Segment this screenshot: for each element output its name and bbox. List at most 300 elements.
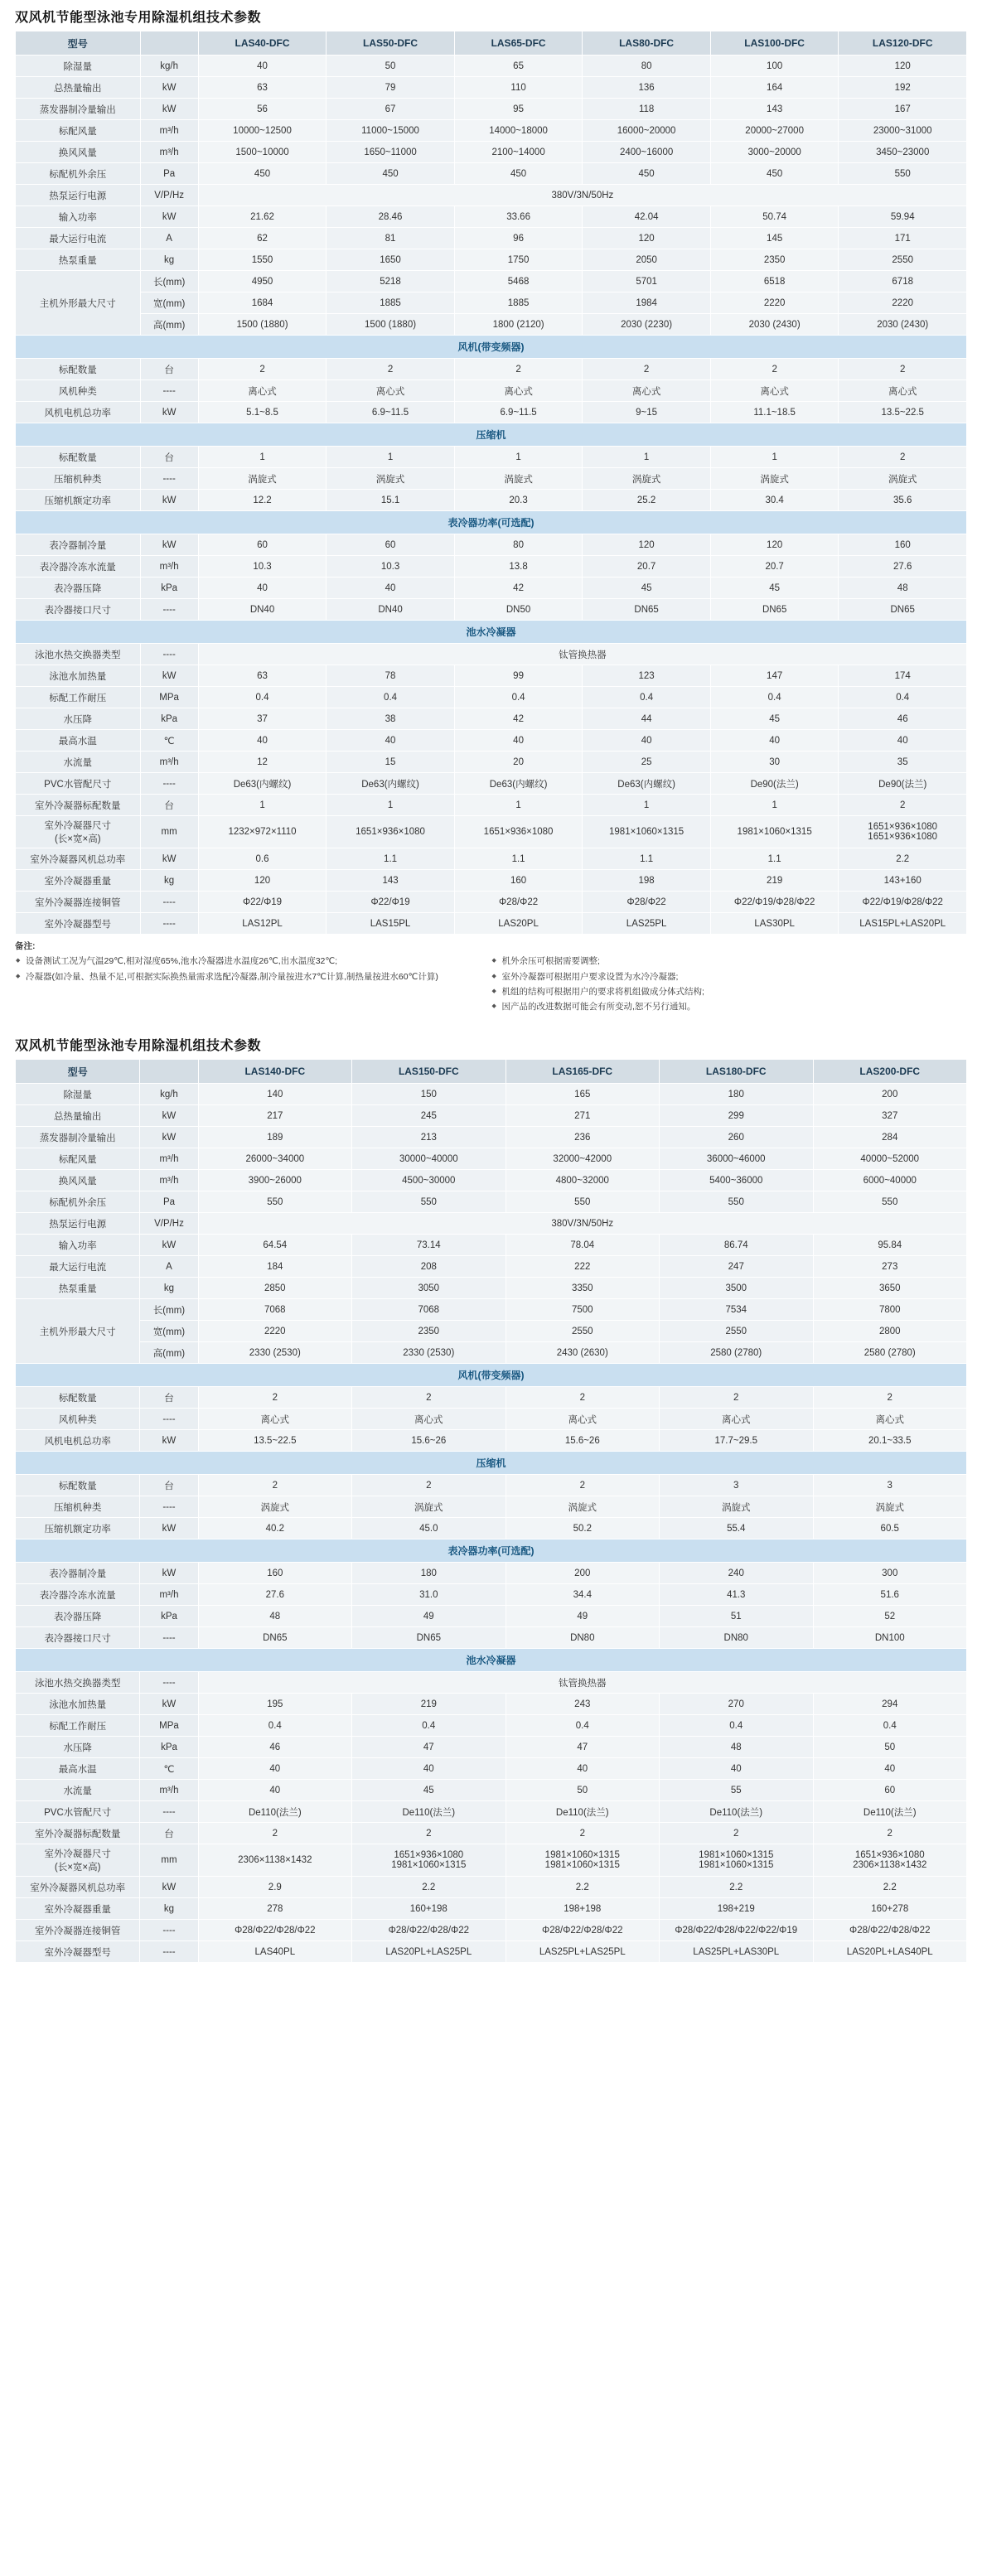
row-value: 45.0 <box>352 1518 506 1539</box>
row-value: 5701 <box>583 271 711 292</box>
row-value: 1885 <box>454 292 583 314</box>
row-value: 1 <box>198 795 327 816</box>
row-label: 压缩机额定功率 <box>16 490 141 511</box>
row-value: 3650 <box>813 1278 967 1299</box>
row-value: 299 <box>660 1105 813 1127</box>
table-row <box>16 599 967 621</box>
row-label: 热泵重量 <box>16 1278 140 1299</box>
note-item: ◆ 设备测试工况为气温29℃,相对湿度65%,池水冷凝器进水温度26℃,出水温度32℃; <box>26 955 483 968</box>
table-row <box>16 1342 967 1364</box>
row-value: LAS20PL <box>454 913 583 935</box>
row-value: Φ22/Φ19/Φ28/Φ22 <box>710 892 839 913</box>
row-unit: ---- <box>140 468 198 490</box>
row-value: 110 <box>454 77 583 99</box>
row-label: 表冷器接口尺寸 <box>16 1627 140 1649</box>
row-value: LAS40PL <box>198 1941 351 1963</box>
table-row <box>16 1737 967 1758</box>
row-label: 标配工作耐压 <box>16 1715 140 1737</box>
row-value: 涡旋式 <box>198 1496 351 1518</box>
row-value: 7534 <box>660 1299 813 1321</box>
row-label: 室外冷凝器尺寸 (长×宽×高) <box>16 816 141 848</box>
row-label: 风机种类 <box>16 380 141 402</box>
row-value: LAS25PL+LAS30PL <box>660 1941 813 1963</box>
section-title: 表冷器功率(可选配) <box>16 511 967 534</box>
row-value: 36000~46000 <box>660 1148 813 1170</box>
row-label: 室外冷凝器标配数量 <box>16 1823 140 1844</box>
row-value: 离心式 <box>352 1409 506 1430</box>
row-value: 42 <box>454 708 583 730</box>
table-row <box>16 1801 967 1823</box>
row-unit: kW <box>140 1694 198 1715</box>
row-label: 热泵运行电源 <box>16 185 141 206</box>
row-value: Φ28/Φ22/Φ28/Φ22 <box>352 1920 506 1941</box>
table-row <box>16 1584 967 1606</box>
row-value: 1981×1060×1315 <box>710 816 839 848</box>
row-label: 标配数量 <box>16 447 141 468</box>
model-header-cell: LAS100-DFC <box>710 31 839 56</box>
row-value: LAS20PL+LAS40PL <box>813 1941 967 1963</box>
row-label: 室外冷凝器风机总功率 <box>16 848 141 870</box>
row-label: 泳池水加热量 <box>16 1694 140 1715</box>
row-label: 室外冷凝器重量 <box>16 870 141 892</box>
row-value: 1651×936×1080 <box>327 816 455 848</box>
row-value: Φ28/Φ22 <box>454 892 583 913</box>
row-value: 2220 <box>710 292 839 314</box>
row-unit: 台 <box>140 447 198 468</box>
row-value: 450 <box>583 163 711 185</box>
row-value: 31.0 <box>352 1584 506 1606</box>
row-value: 270 <box>660 1694 813 1715</box>
row-label: 最高水温 <box>16 730 141 752</box>
row-value: 40 <box>198 578 327 599</box>
header-label-cell: 型号 <box>16 31 141 56</box>
row-value: 涡旋式 <box>813 1496 967 1518</box>
row-value: 120 <box>839 56 967 77</box>
row-value: 1.1 <box>327 848 455 870</box>
row-value: 离心式 <box>327 380 455 402</box>
row-value: 7068 <box>352 1299 506 1321</box>
row-value: 100 <box>710 56 839 77</box>
table-row <box>16 228 967 249</box>
section-header-row <box>16 511 967 534</box>
row-value: 45 <box>583 578 711 599</box>
row-value: 涡旋式 <box>660 1496 813 1518</box>
row-value: 1 <box>327 795 455 816</box>
note-item: ◆ 冷凝器(如冷量、热量不足,可根据实际换热量需求选配冷凝器,制冷量按进水7℃计算,制热量按进水60℃计算) <box>26 970 483 984</box>
row-value: 40 <box>813 1758 967 1780</box>
row-label: 压缩机种类 <box>16 468 141 490</box>
row-label: 室外冷凝器风机总功率 <box>16 1877 140 1898</box>
row-value: 3 <box>813 1475 967 1496</box>
row-label: 最大运行电流 <box>16 1256 140 1278</box>
row-value: 2 <box>198 359 327 380</box>
row-value: 60 <box>327 534 455 556</box>
row-value: 2 <box>506 1387 659 1409</box>
row-value: 涡旋式 <box>327 468 455 490</box>
row-value: 16000~20000 <box>583 120 711 142</box>
row-value: 12.2 <box>198 490 327 511</box>
row-unit: 宽(mm) <box>140 292 198 314</box>
spec-table <box>15 1059 967 1963</box>
row-value: 7800 <box>813 1299 967 1321</box>
row-value: De63(内螺纹) <box>327 773 455 795</box>
row-value: 243 <box>506 1694 659 1715</box>
row-label: 水流量 <box>16 752 141 773</box>
row-label: 室外冷凝器尺寸 (长×宽×高) <box>16 1844 140 1877</box>
row-value: 38 <box>327 708 455 730</box>
spec-table <box>15 31 967 935</box>
row-label: 水流量 <box>16 1780 140 1801</box>
note-item: ◆ 室外冷凝器可根据用户要求设置为水冷冷凝器; <box>502 970 960 984</box>
row-value: 192 <box>839 77 967 99</box>
row-value: 150 <box>352 1084 506 1105</box>
row-value: 2 <box>660 1387 813 1409</box>
table-row <box>16 1606 967 1627</box>
row-value: 15.1 <box>327 490 455 511</box>
row-value: 1981×1060×1315 1981×1060×1315 <box>506 1844 659 1877</box>
row-value: 1500~10000 <box>198 142 327 163</box>
row-value: 184 <box>198 1256 351 1278</box>
row-value: 25.2 <box>583 490 711 511</box>
table-row <box>16 1321 967 1342</box>
row-unit: A <box>140 228 198 249</box>
row-value: 50 <box>506 1780 659 1801</box>
row-value: 20.7 <box>710 556 839 578</box>
row-value: 145 <box>710 228 839 249</box>
row-value: 3 <box>660 1475 813 1496</box>
row-value: 2350 <box>352 1321 506 1342</box>
table-row <box>16 185 967 206</box>
row-value: DN100 <box>813 1627 967 1649</box>
row-value: 55.4 <box>660 1518 813 1539</box>
model-header-cell: LAS165-DFC <box>506 1060 659 1084</box>
row-value: 40 <box>710 730 839 752</box>
row-unit: m³/h <box>140 1780 198 1801</box>
table-row <box>16 913 967 935</box>
row-value: 165 <box>506 1084 659 1105</box>
row-unit: kW <box>140 1877 198 1898</box>
table-row <box>16 120 967 142</box>
row-value: 21.62 <box>198 206 327 228</box>
row-label: 压缩机种类 <box>16 1496 140 1518</box>
row-value: 2 <box>198 1475 351 1496</box>
table-row <box>16 1170 967 1191</box>
row-value: 涡旋式 <box>352 1496 506 1518</box>
row-value: De110(法兰) <box>198 1801 351 1823</box>
model-header-cell: LAS150-DFC <box>352 1060 506 1084</box>
table-row <box>16 1715 967 1737</box>
row-value: 143 <box>327 870 455 892</box>
row-value: 1750 <box>454 249 583 271</box>
row-unit: kW <box>140 1430 198 1452</box>
row-label: 标配工作耐压 <box>16 687 141 708</box>
row-value: 27.6 <box>839 556 967 578</box>
row-value: 41.3 <box>660 1584 813 1606</box>
row-value: 0.4 <box>352 1715 506 1737</box>
row-value: 1885 <box>327 292 455 314</box>
row-value: 550 <box>198 1191 351 1213</box>
section-title: 压缩机 <box>16 1452 967 1475</box>
row-value: 5.1~8.5 <box>198 402 327 423</box>
row-value: 2 <box>583 359 711 380</box>
note-item: ◆ 机外余压可根据需要调整; <box>502 955 960 968</box>
row-value: 2 <box>506 1475 659 1496</box>
row-value: 涡旋式 <box>710 468 839 490</box>
row-value: 56 <box>198 99 327 120</box>
row-unit: kW <box>140 1127 198 1148</box>
row-value: 30.4 <box>710 490 839 511</box>
row-value: 离心式 <box>660 1409 813 1430</box>
row-value: 40 <box>327 578 455 599</box>
row-label: 除湿量 <box>16 56 141 77</box>
row-value: 78 <box>327 665 455 687</box>
row-unit: A <box>140 1256 198 1278</box>
row-value: 25 <box>583 752 711 773</box>
row-unit: kW <box>140 490 198 511</box>
row-value: 1 <box>327 447 455 468</box>
row-value: 278 <box>198 1898 351 1920</box>
row-value: DN65 <box>839 599 967 621</box>
row-value: Φ28/Φ22/Φ28/Φ22 <box>506 1920 659 1941</box>
row-unit: 高(mm) <box>140 314 198 336</box>
row-value: De90(法兰) <box>710 773 839 795</box>
row-unit: kg <box>140 1898 198 1920</box>
row-value: 40 <box>660 1758 813 1780</box>
table-row <box>16 1430 967 1452</box>
row-value: 1 <box>454 795 583 816</box>
row-value: 5468 <box>454 271 583 292</box>
row-value: 167 <box>839 99 967 120</box>
row-value: 49 <box>352 1606 506 1627</box>
row-value: 11.1~18.5 <box>710 402 839 423</box>
row-unit: kPa <box>140 708 198 730</box>
row-value: 44 <box>583 708 711 730</box>
table-row <box>16 468 967 490</box>
row-value: 0.4 <box>583 687 711 708</box>
row-value: 涡旋式 <box>506 1496 659 1518</box>
row-unit: m³/h <box>140 1170 198 1191</box>
row-value: 7068 <box>198 1299 351 1321</box>
row-value: 120 <box>583 228 711 249</box>
row-value: 1500 (1880) <box>327 314 455 336</box>
row-value: 20.3 <box>454 490 583 511</box>
row-value: 1 <box>710 447 839 468</box>
row-unit: kW <box>140 848 198 870</box>
table-row <box>16 1105 967 1127</box>
row-value: 195 <box>198 1694 351 1715</box>
row-value: 450 <box>454 163 583 185</box>
row-value: 80 <box>583 56 711 77</box>
row-label: 室外冷凝器连接铜管 <box>16 892 141 913</box>
row-value: 4500~30000 <box>352 1170 506 1191</box>
row-label: 表冷器压降 <box>16 1606 140 1627</box>
row-label: 总热量输出 <box>16 1105 140 1127</box>
row-label: 表冷器制冷量 <box>16 1563 140 1584</box>
row-value: 1.1 <box>583 848 711 870</box>
row-value: 136 <box>583 77 711 99</box>
row-value: 0.4 <box>660 1715 813 1737</box>
row-label: 输入功率 <box>16 1235 140 1256</box>
table-title: 双风机节能型泳池专用除湿机组技术参数 <box>15 1039 262 1054</box>
row-value: 2.9 <box>198 1877 351 1898</box>
row-value: 0.4 <box>198 687 327 708</box>
row-value: 160 <box>198 1563 351 1584</box>
row-value: 160+278 <box>813 1898 967 1920</box>
row-label: 室外冷凝器标配数量 <box>16 795 141 816</box>
row-value: 9~15 <box>583 402 711 423</box>
table-row <box>16 1235 967 1256</box>
row-label: 泳池水加热量 <box>16 665 141 687</box>
row-value: 1984 <box>583 292 711 314</box>
row-value: 40 <box>198 1780 351 1801</box>
row-value: 1981×1060×1315 <box>583 816 711 848</box>
row-value: 32000~42000 <box>506 1148 659 1170</box>
row-value: 2330 (2530) <box>198 1342 351 1364</box>
row-unit: kPa <box>140 578 198 599</box>
row-value: 200 <box>506 1563 659 1584</box>
row-unit: ---- <box>140 1672 198 1694</box>
row-value: 327 <box>813 1105 967 1127</box>
row-unit: kPa <box>140 1737 198 1758</box>
table-title: 双风机节能型泳池专用除湿机组技术参数 <box>15 11 262 25</box>
row-unit: ---- <box>140 1920 198 1941</box>
row-value: 0.4 <box>327 687 455 708</box>
row-value: 550 <box>660 1191 813 1213</box>
row-value: 550 <box>352 1191 506 1213</box>
table-row <box>16 1496 967 1518</box>
table-row <box>16 665 967 687</box>
table-row <box>16 1213 967 1235</box>
section-header-row <box>16 1539 967 1563</box>
row-value: 45 <box>352 1780 506 1801</box>
row-unit: m³/h <box>140 142 198 163</box>
notes-block <box>15 940 967 1015</box>
row-value: 涡旋式 <box>583 468 711 490</box>
row-unit: V/P/Hz <box>140 1213 198 1235</box>
row-value: 40 <box>583 730 711 752</box>
row-label: 标配风量 <box>16 1148 140 1170</box>
row-value: 2050 <box>583 249 711 271</box>
table-row <box>16 77 967 99</box>
row-value: Φ22/Φ19 <box>198 892 327 913</box>
row-value: DN80 <box>660 1627 813 1649</box>
row-value: 2 <box>454 359 583 380</box>
table-row <box>16 271 967 292</box>
row-unit: kW <box>140 1105 198 1127</box>
row-label: 换风风量 <box>16 1170 140 1191</box>
row-value: 81 <box>327 228 455 249</box>
row-value: 63 <box>198 665 327 687</box>
header-unit-cell <box>140 31 198 56</box>
row-unit: MPa <box>140 1715 198 1737</box>
row-value: 3500 <box>660 1278 813 1299</box>
section-header-row <box>16 336 967 359</box>
row-label: 除湿量 <box>16 1084 140 1105</box>
row-value: LAS25PL+LAS25PL <box>506 1941 659 1963</box>
table-row <box>16 534 967 556</box>
row-value: De110(法兰) <box>813 1801 967 1823</box>
row-label: 表冷器冷冻水流量 <box>16 556 141 578</box>
row-label: 热泵运行电源 <box>16 1213 140 1235</box>
row-value: 2330 (2530) <box>352 1342 506 1364</box>
row-value: 189 <box>198 1127 351 1148</box>
row-value: 95.84 <box>813 1235 967 1256</box>
row-value: 47 <box>352 1737 506 1758</box>
row-value: 49 <box>506 1606 659 1627</box>
row-value: 2 <box>839 359 967 380</box>
row-value: LAS25PL <box>583 913 711 935</box>
row-value-merged: 380V/3N/50Hz <box>198 1213 966 1235</box>
table-row <box>16 163 967 185</box>
row-value: 171 <box>839 228 967 249</box>
note-item: ◆ 机组的结构可根据用户的要求将机组做成分体式结构; <box>502 985 960 998</box>
section-header-row <box>16 621 967 644</box>
row-unit: 台 <box>140 795 198 816</box>
row-unit: kg <box>140 1278 198 1299</box>
section-title: 压缩机 <box>16 423 967 447</box>
row-value: 450 <box>710 163 839 185</box>
row-unit: 台 <box>140 359 198 380</box>
row-value: 2 <box>198 1823 351 1844</box>
row-unit: ---- <box>140 1941 198 1963</box>
row-value: 15.6~26 <box>352 1430 506 1452</box>
table-row <box>16 314 967 336</box>
row-value: 20 <box>454 752 583 773</box>
section-title: 池水冷凝器 <box>16 1649 967 1672</box>
row-value: 40 <box>198 56 327 77</box>
table-row <box>16 1299 967 1321</box>
table-row <box>16 1780 967 1801</box>
row-unit: MPa <box>140 687 198 708</box>
row-value: 1684 <box>198 292 327 314</box>
table-row <box>16 142 967 163</box>
row-unit: m³/h <box>140 752 198 773</box>
row-value: 52 <box>813 1606 967 1627</box>
row-value: 0.4 <box>198 1715 351 1737</box>
table-row <box>16 870 967 892</box>
section-title: 池水冷凝器 <box>16 621 967 644</box>
row-label: 换风风量 <box>16 142 141 163</box>
table-row <box>16 795 967 816</box>
row-value: 10.3 <box>327 556 455 578</box>
table-row <box>16 99 967 120</box>
row-value: 450 <box>198 163 327 185</box>
row-value: LAS15PL <box>327 913 455 935</box>
row-unit: mm <box>140 816 198 848</box>
row-unit: kg/h <box>140 1084 198 1105</box>
row-value: 13.8 <box>454 556 583 578</box>
row-value: 26000~34000 <box>198 1148 351 1170</box>
row-unit: kg <box>140 249 198 271</box>
row-value: 42 <box>454 578 583 599</box>
row-value: 2550 <box>506 1321 659 1342</box>
model-header-cell: LAS200-DFC <box>813 1060 967 1084</box>
row-value: 3050 <box>352 1278 506 1299</box>
row-value: 2800 <box>813 1321 967 1342</box>
table-row <box>16 1475 967 1496</box>
row-value: 20.1~33.5 <box>813 1430 967 1452</box>
row-label: 室外冷凝器型号 <box>16 1941 140 1963</box>
row-value: 1232×972×1110 <box>198 816 327 848</box>
table-row <box>16 730 967 752</box>
row-unit: m³/h <box>140 1584 198 1606</box>
row-value: LAS20PL+LAS25PL <box>352 1941 506 1963</box>
row-label: 表冷器制冷量 <box>16 534 141 556</box>
model-header-cell: LAS120-DFC <box>839 31 967 56</box>
row-value: De90(法兰) <box>839 773 967 795</box>
row-value: 1651×936×1080 <box>454 816 583 848</box>
row-unit: Pa <box>140 163 198 185</box>
